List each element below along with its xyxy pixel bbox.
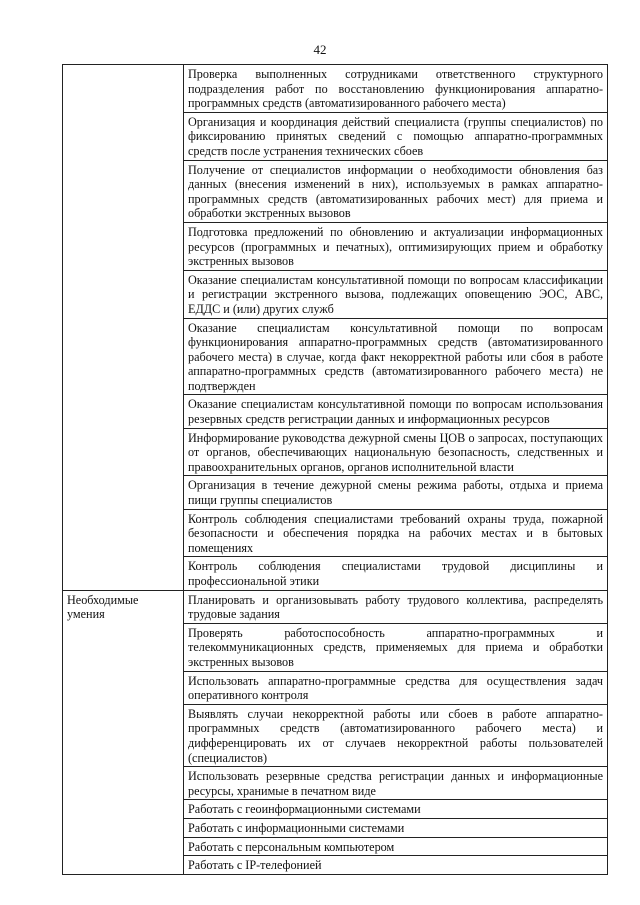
- table-cell-item: Проверять работоспособность аппаратно-программных и телекоммуникационных средств, применяемых для приема и обработки экстренных вызовов: [184, 623, 608, 671]
- table-cell-item: Работать с IP-телефонией: [184, 856, 608, 875]
- table-cell-item: Контроль соблюдения специалистами требований охраны труда, пожарной безопасности и обеспечения порядка на рабочих местах и в бытовых помещениях: [184, 509, 608, 557]
- table-cell-item: Организация и координация действий специалиста (группы специалистов) по фиксированию принятых сведений с помощью аппаратно-программных средств после устранения технических сбоев: [184, 112, 608, 160]
- table-cell-item: Организация в течение дежурной смены режима работы, отдыха и приема пищи группы специалистов: [184, 476, 608, 509]
- table-cell-item: Работать с информационными системами: [184, 818, 608, 837]
- section-label: [63, 65, 184, 591]
- table-cell-item: Выявлять случаи некорректной работы или сбоев в работе аппаратно-программных средств (автоматизированного рабочего места) и дифференцировать их от случаев некорректной работы пользователей (специалистов): [184, 704, 608, 766]
- table-row: [63, 65, 608, 113]
- table-cell-item: Работать с персональным компьютером: [184, 837, 608, 856]
- table-cell-item: Оказание специалистам консультативной помощи по вопросам классификации и регистрации экстренного вызова, подлежащих оповещению ЭОС, АВС, ЕДДС и (или) других служб: [184, 270, 608, 318]
- page-number: 42: [313, 42, 327, 57]
- table-cell-item: Оказание специалистам консультативной помощи по вопросам функционирования аппаратно-программных средств (автоматизированного рабочего места) в случае, когда факт некорректной работы или сбоя в работе аппаратно-программных средств (автоматизированного рабочего места) не подтвержден: [184, 318, 608, 395]
- section-label: Необходимые умения: [63, 590, 184, 874]
- table-row: [63, 590, 608, 623]
- table-cell-item: Работать с геоинформационными системами: [184, 800, 608, 819]
- table-body: [63, 65, 608, 875]
- table-cell-item: Использовать аппаратно-программные средства для осуществления задач оперативного контроля: [184, 671, 608, 704]
- table-cell-item: Получение от специалистов информации о необходимости обновления баз данных (внесения изменений в них), используемых в рамках аппаратно-программных средств (автоматизированных рабочих мест) для приема и обработки экстренных вызовов: [184, 160, 608, 222]
- table-cell-item: Контроль соблюдения специалистами трудовой дисциплины и профессиональной этики: [184, 557, 608, 590]
- requirements-table: [62, 64, 608, 875]
- table-cell-item: Планировать и организовывать работу трудового коллектива, распределять трудовые задания: [184, 590, 608, 623]
- table-cell-item: Использовать резервные средства регистрации данных и информационные ресурсы, хранимые в печатном виде: [184, 767, 608, 800]
- table-cell-item: Подготовка предложений по обновлению и актуализации информационных ресурсов (программных и печатных), оптимизирующих прием и обработку экстренных вызовов: [184, 222, 608, 270]
- table-cell-item: Проверка выполненных сотрудниками ответственного структурного подразделения работ по восстановлению функционирования аппаратно-программных средств (автоматизированного рабочего места): [184, 65, 608, 113]
- table-cell-item: Оказание специалистам консультативной помощи по вопросам использования резервных средств регистрации данных и информационных ресурсов: [184, 395, 608, 428]
- table-cell-item: Информирование руководства дежурной смены ЦОВ о запросах, поступающих от органов, обеспечивающих национальную безопасность, следственных и правоохранительных органов, органов исполнительной власти: [184, 428, 608, 476]
